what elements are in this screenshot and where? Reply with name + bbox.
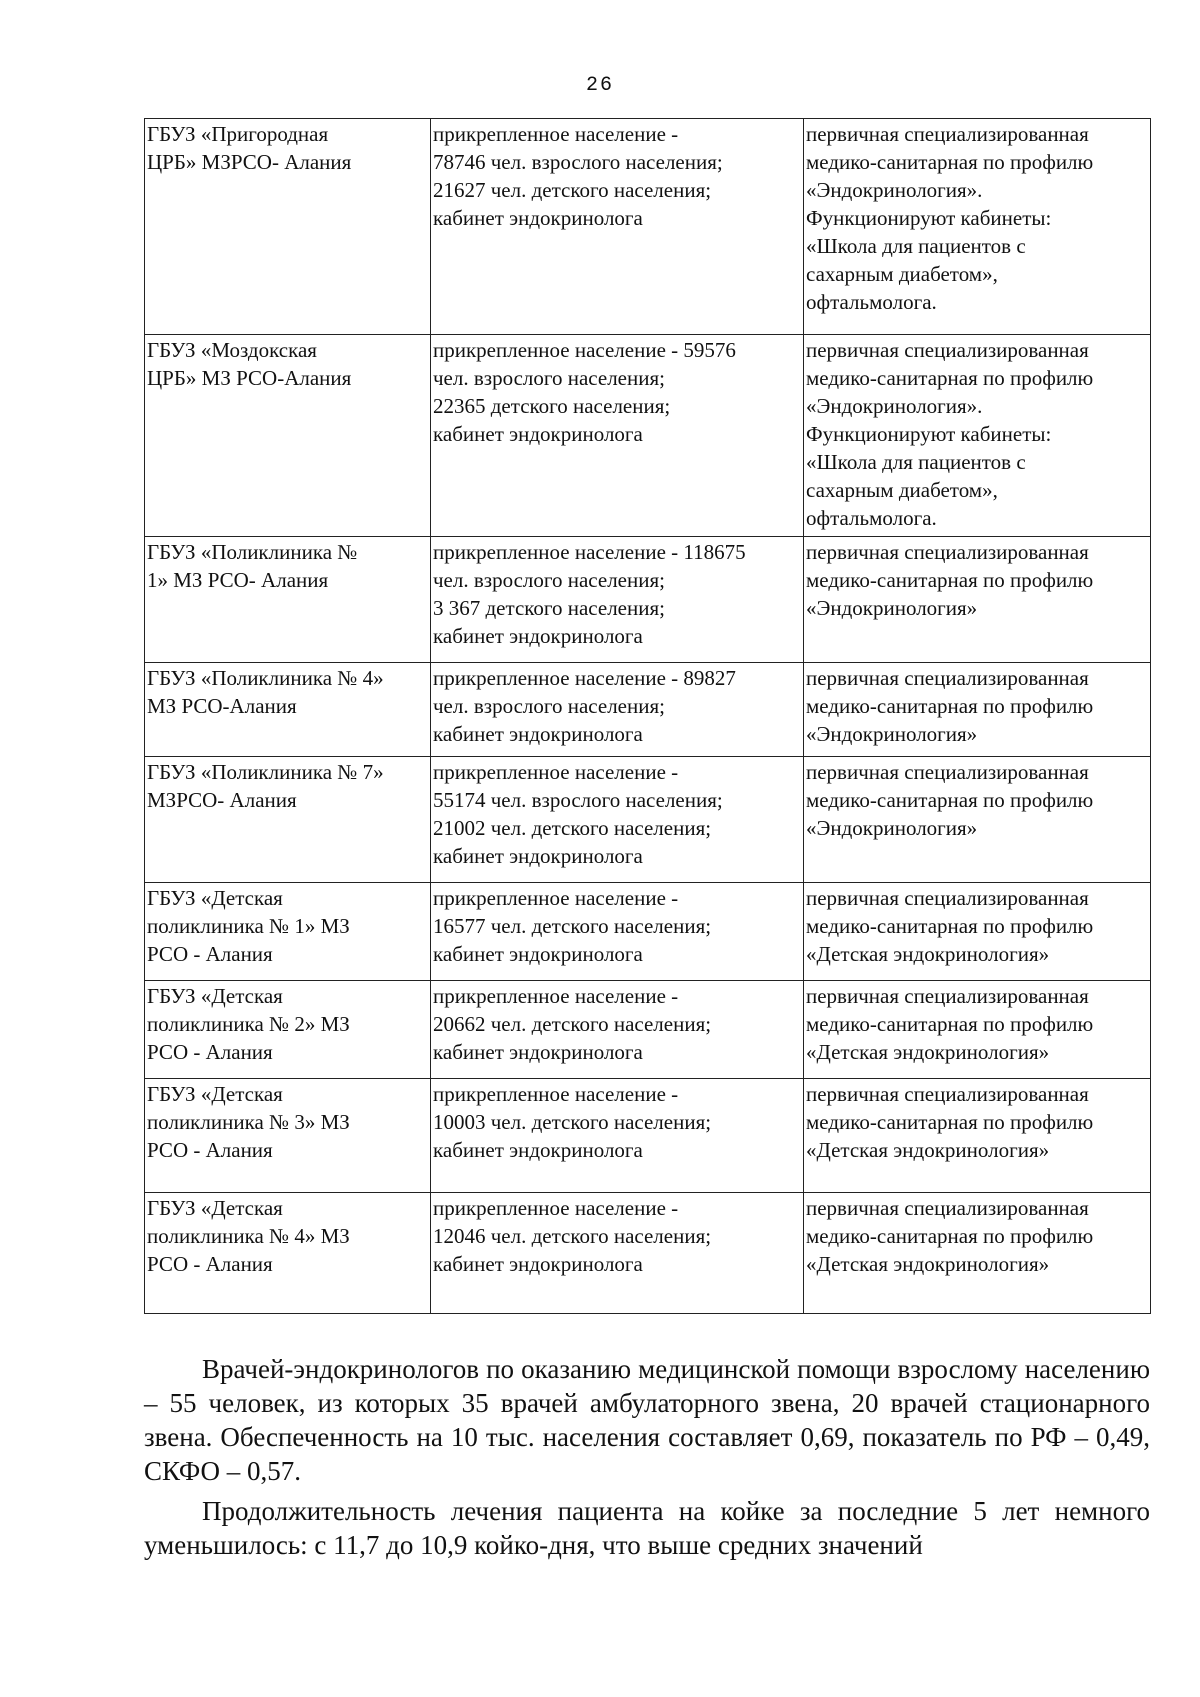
cell-line: первичная специализированная	[806, 666, 1089, 690]
cell-line: первичная специализированная	[806, 338, 1089, 362]
cell-line: медико-санитарная по профилю	[806, 694, 1094, 718]
cell-line: прикрепленное население -	[433, 886, 679, 910]
care-profile-cell	[804, 883, 1151, 981]
cell-line: поликлиника № 3» МЗ	[147, 1110, 350, 1134]
population-cell	[431, 119, 804, 335]
care-profile-cell	[804, 757, 1151, 883]
cell-line: 3 367 детского населения;	[433, 596, 665, 620]
cell-line: «Детская эндокринология»	[806, 1252, 1050, 1276]
table-row	[145, 883, 1151, 981]
cell-line: Функционируют кабинеты:	[806, 422, 1052, 446]
cell-line: первичная специализированная	[806, 540, 1089, 564]
cell-line: РСО - Алания	[147, 1040, 273, 1064]
cell-line: РСО - Алания	[147, 942, 273, 966]
cell-line: ГБУЗ «Детская	[147, 1196, 283, 1220]
cell-line: медико-санитарная по профилю	[806, 788, 1094, 812]
paragraph-treatment-duration: Продолжительность лечения пациента на койке за последние 5 лет немного уменьшилось: с 11,7 до 10,9 койко-дня, что выше средних значений	[144, 1496, 1150, 1560]
institution-name-cell	[145, 537, 431, 663]
care-profile-cell	[804, 335, 1151, 537]
cell-line: 10003 чел. детского населения;	[433, 1110, 712, 1134]
population-cell	[431, 757, 804, 883]
cell-line: кабинет эндокринолога	[433, 942, 643, 966]
cell-line: ЦРБ» МЗ РСО-Алания	[147, 366, 352, 390]
table-row	[145, 663, 1151, 757]
cell-line: ГБУЗ «Поликлиника № 4»	[147, 666, 384, 690]
cell-line: медико-санитарная по профилю	[806, 914, 1094, 938]
cell-line: первичная специализированная	[806, 886, 1089, 910]
care-profile-cell	[804, 1193, 1151, 1314]
cell-line: ГБУЗ «Детская	[147, 1082, 283, 1106]
population-cell	[431, 335, 804, 537]
cell-line: прикрепленное население -	[433, 984, 679, 1008]
institution-name-cell	[145, 883, 431, 981]
cell-line: поликлиника № 4» МЗ	[147, 1224, 350, 1248]
cell-line: кабинет эндокринолога	[433, 844, 643, 868]
cell-line: 21002 чел. детского населения;	[433, 816, 712, 840]
cell-line: офтальмолога.	[806, 290, 937, 314]
cell-line: офтальмолога.	[806, 506, 937, 530]
cell-line: ГБУЗ «Детская	[147, 886, 283, 910]
cell-line: первичная специализированная	[806, 1082, 1089, 1106]
cell-line: «Эндокринология».	[806, 394, 983, 418]
page-number: 26	[585, 74, 614, 97]
cell-line: первичная специализированная	[806, 760, 1089, 784]
population-cell	[431, 663, 804, 757]
cell-line: первичная специализированная	[806, 984, 1089, 1008]
population-cell	[431, 1079, 804, 1193]
institution-name-cell	[145, 663, 431, 757]
cell-line: 16577 чел. детского населения;	[433, 914, 712, 938]
cell-line: 20662 чел. детского населения;	[433, 1012, 712, 1036]
cell-line: ГБУЗ «Поликлиника №	[147, 540, 358, 564]
cell-line: «Школа для пациентов с	[806, 450, 1026, 474]
table-row	[145, 1193, 1151, 1314]
cell-line: сахарным диабетом»,	[806, 478, 998, 502]
care-profile-cell	[804, 663, 1151, 757]
population-cell	[431, 883, 804, 981]
cell-line: чел. взрослого населения;	[433, 568, 665, 592]
cell-line: «Эндокринология»	[806, 816, 978, 840]
table-row	[145, 119, 1151, 335]
cell-line: поликлиника № 2» МЗ	[147, 1012, 350, 1036]
cell-line: «Эндокринология».	[806, 178, 983, 202]
table-row	[145, 1079, 1151, 1193]
cell-line: прикрепленное население - 59576	[433, 338, 736, 362]
cell-line: МЗРСО- Алания	[147, 788, 297, 812]
cell-line: 1» МЗ РСО- Алания	[147, 568, 329, 592]
cell-line: медико-санитарная по профилю	[806, 1224, 1094, 1248]
cell-line: кабинет эндокринолога	[433, 1138, 643, 1162]
cell-line: 12046 чел. детского населения;	[433, 1224, 712, 1248]
population-cell	[431, 1193, 804, 1314]
cell-line: ГБУЗ «Поликлиника № 7»	[147, 760, 384, 784]
cell-line: 78746 чел. взрослого населения;	[433, 150, 723, 174]
cell-line: кабинет эндокринолога	[433, 1252, 643, 1276]
table-row	[145, 981, 1151, 1079]
cell-line: кабинет эндокринолога	[433, 1040, 643, 1064]
cell-line: 22365 детского населения;	[433, 394, 671, 418]
body-text	[144, 1352, 1150, 1568]
institution-name-cell	[145, 1193, 431, 1314]
cell-line: «Детская эндокринология»	[806, 1138, 1050, 1162]
institution-name-cell	[145, 981, 431, 1079]
institutions-table	[144, 118, 1151, 1314]
cell-line: кабинет эндокринолога	[433, 422, 643, 446]
cell-line: прикрепленное население - 118675	[433, 540, 746, 564]
cell-line: прикрепленное население -	[433, 122, 679, 146]
cell-line: сахарным диабетом»,	[806, 262, 998, 286]
cell-line: 55174 чел. взрослого населения;	[433, 788, 723, 812]
cell-line: кабинет эндокринолога	[433, 624, 643, 648]
cell-line: Функционируют кабинеты:	[806, 206, 1052, 230]
table-row	[145, 757, 1151, 883]
cell-line: первичная специализированная	[806, 1196, 1089, 1220]
cell-line: чел. взрослого населения;	[433, 366, 665, 390]
cell-line: медико-санитарная по профилю	[806, 366, 1094, 390]
cell-line: РСО - Алания	[147, 1138, 273, 1162]
cell-line: кабинет эндокринолога	[433, 722, 643, 746]
cell-line: МЗ РСО-Алания	[147, 694, 297, 718]
institution-name-cell	[145, 119, 431, 335]
cell-line: РСО - Алания	[147, 1252, 273, 1276]
table-row	[145, 537, 1151, 663]
cell-line: первичная специализированная	[806, 122, 1089, 146]
institution-name-cell	[145, 757, 431, 883]
care-profile-cell	[804, 1079, 1151, 1193]
cell-line: чел. взрослого населения;	[433, 694, 665, 718]
cell-line: медико-санитарная по профилю	[806, 150, 1094, 174]
cell-line: медико-санитарная по профилю	[806, 1012, 1094, 1036]
table-body	[145, 119, 1151, 1314]
institution-name-cell	[145, 1079, 431, 1193]
cell-line: «Детская эндокринология»	[806, 942, 1050, 966]
cell-line: медико-санитарная по профилю	[806, 568, 1094, 592]
cell-line: медико-санитарная по профилю	[806, 1110, 1094, 1134]
care-profile-cell	[804, 119, 1151, 335]
care-profile-cell	[804, 981, 1151, 1079]
cell-line: 21627 чел. детского населения;	[433, 178, 712, 202]
cell-line: кабинет эндокринолога	[433, 206, 643, 230]
population-cell	[431, 981, 804, 1079]
cell-line: ГБУЗ «Пригородная	[147, 122, 329, 146]
cell-line: «Детская эндокринология»	[806, 1040, 1050, 1064]
cell-line: прикрепленное население -	[433, 1196, 679, 1220]
population-cell	[431, 537, 804, 663]
cell-line: «Эндокринология»	[806, 722, 978, 746]
cell-line: прикрепленное население -	[433, 1082, 679, 1106]
institution-name-cell	[145, 335, 431, 537]
table-row	[145, 335, 1151, 537]
cell-line: прикрепленное население -	[433, 760, 679, 784]
cell-line: поликлиника № 1» МЗ	[147, 914, 350, 938]
cell-line: ЦРБ» МЗРСО- Алания	[147, 150, 352, 174]
cell-line: ГБУЗ «Моздокская	[147, 338, 317, 362]
cell-line: прикрепленное население - 89827	[433, 666, 736, 690]
paragraph-doctors: Врачей-эндокринологов по оказанию медицинской помощи взрослому населению – 55 человек, из которых 35 врачей амбулаторного звена, 20 врачей стационарного звена. Обеспеченность на 10 тыс. населения составляет 0,69, показатель по РФ – 0,49, СКФО – 0,57.	[144, 1354, 1150, 1486]
cell-line: «Эндокринология»	[806, 596, 978, 620]
care-profile-cell	[804, 537, 1151, 663]
cell-line: «Школа для пациентов с	[806, 234, 1026, 258]
cell-line: ГБУЗ «Детская	[147, 984, 283, 1008]
